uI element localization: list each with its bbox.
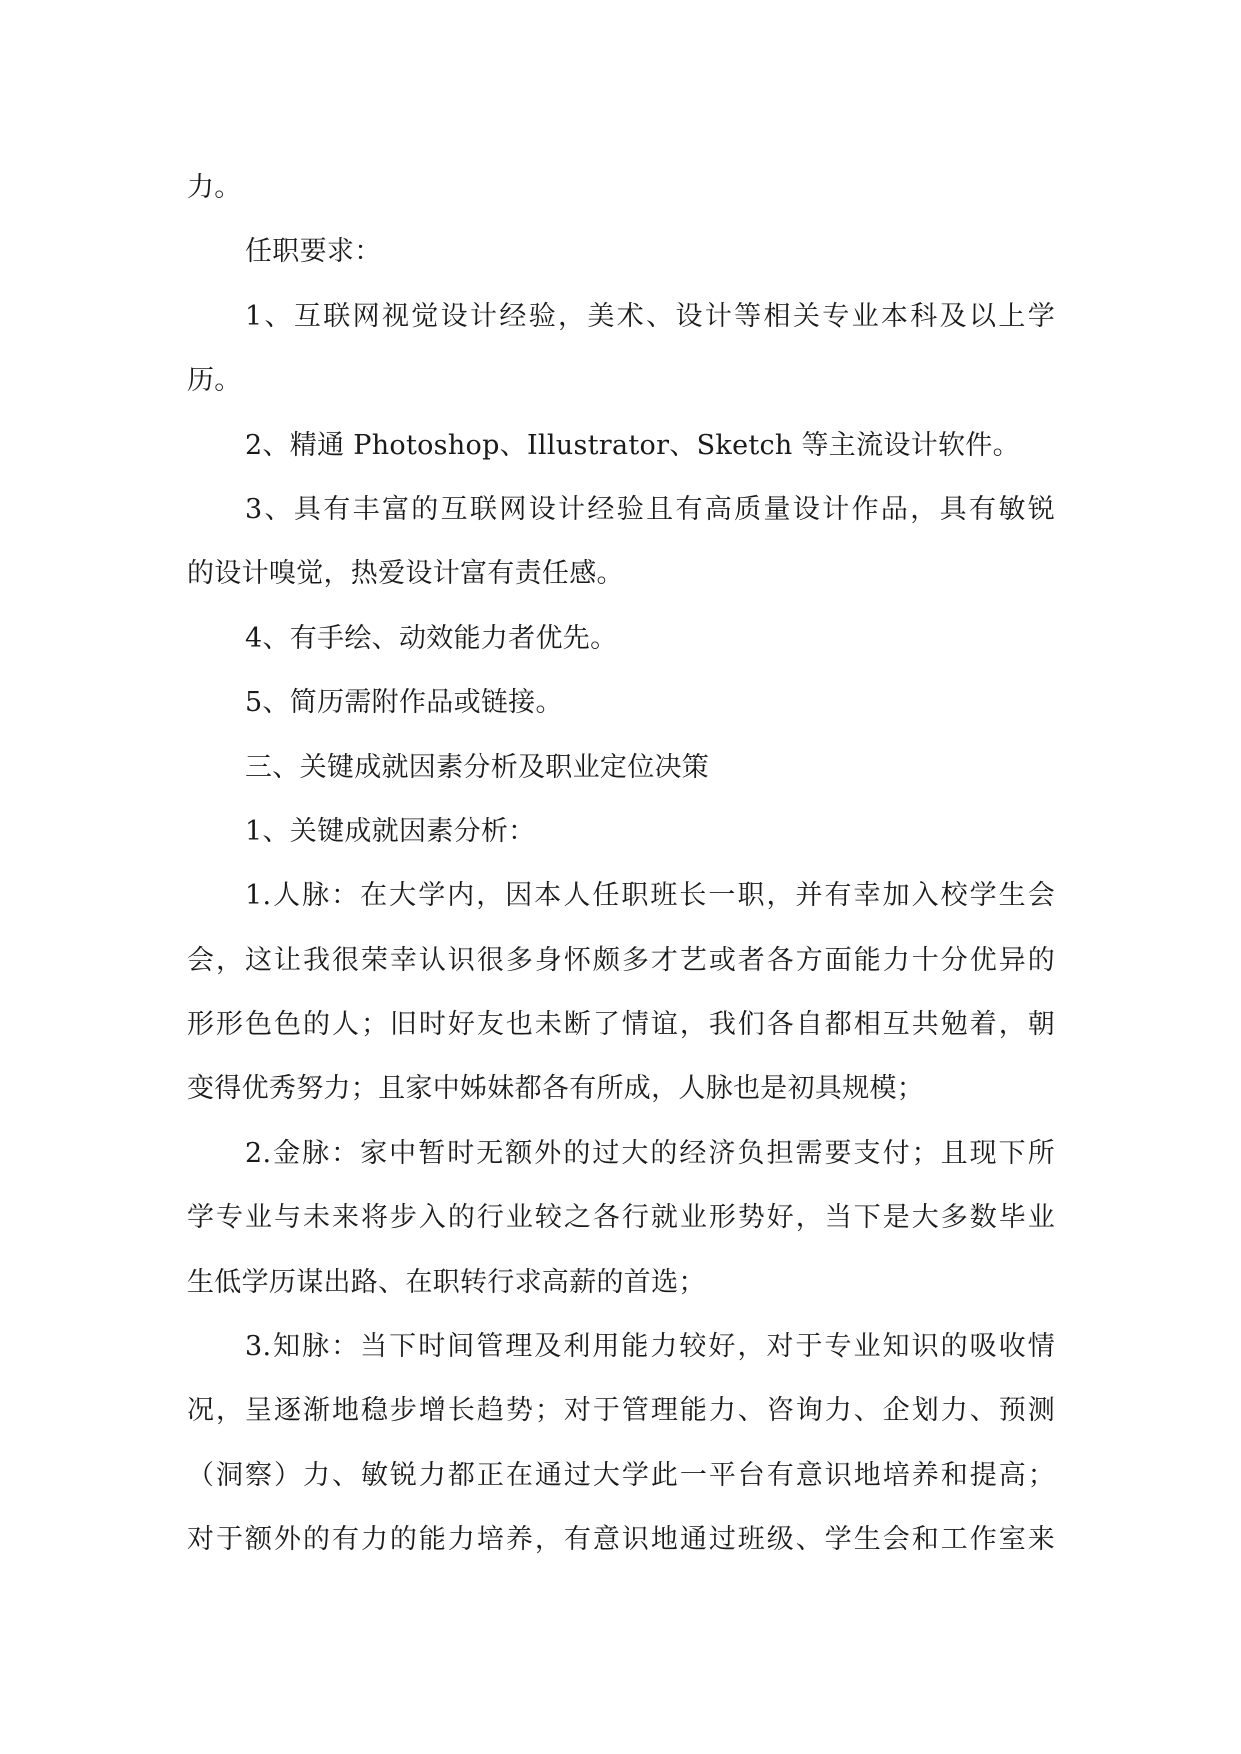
section-heading-3 (187, 736, 1055, 800)
text-line: 任职要求： (245, 236, 382, 268)
text-line: 历。 (187, 365, 242, 397)
text-line: 1.人脉：在大学内，因本人任职班长一职，并有幸加入校学生会 (245, 880, 1055, 912)
document-body (187, 156, 1055, 1573)
text-line: 2、精通 Photoshop、Illustrator、Sketch 等主流设计软件。 (245, 429, 1020, 461)
text-line: 学专业与未来将步入的行业较之各行就业形势好，当下是大多数毕业 (187, 1202, 1055, 1234)
text-line: 对于额外的有力的能力培养，有意识地通过班级、学生会和工作室来 (187, 1524, 1055, 1556)
paragraph-zhimai (187, 1315, 1055, 1573)
paragraph-jinmai (187, 1122, 1055, 1315)
paragraph-requirement-5 (187, 671, 1055, 735)
text-line: 力。 (187, 172, 242, 203)
paragraph-renmai (187, 864, 1055, 1122)
paragraph-requirement-1 (187, 285, 1055, 414)
text-line: 3.知脉：当下时间管理及利用能力较好，对于专业知识的吸收情 (245, 1331, 1055, 1363)
text-line: 生低学历谋出路、在职转行求高薪的首选； (187, 1266, 706, 1298)
text-line: 三、关键成就因素分析及职业定位决策 (245, 751, 710, 783)
text-line: （洞察）力、敏锐力都正在通过大学此一平台有意识地培养和提高； (187, 1459, 1055, 1491)
subsection-heading-1 (187, 800, 1055, 864)
paragraph-requirement-2 (187, 414, 1055, 478)
paragraph-requirement-3 (187, 478, 1055, 607)
text-line: 1、互联网视觉设计经验，美术、设计等相关专业本科及以上学 (245, 300, 1055, 332)
text-line: 会，这让我很荣幸认识很多身怀颇多才艺或者各方面能力十分优异的 (187, 944, 1055, 976)
paragraph-requirement-4 (187, 607, 1055, 671)
text-line: 况，呈逐渐地稳步增长趋势；对于管理能力、咨询力、企划力、预测 (187, 1395, 1055, 1427)
text-line: 3、具有丰富的互联网设计经验且有高质量设计作品，具有敏锐 (245, 493, 1055, 525)
text-line: 1、关键成就因素分析： (245, 815, 536, 847)
paragraph-continuation (187, 156, 1055, 220)
text-line: 2.金脉：家中暂时无额外的过大的经济负担需要支付；且现下所 (245, 1137, 1055, 1169)
paragraph-job-requirements-heading (187, 220, 1055, 284)
text-line: 形形色色的人；旧时好友也未断了情谊，我们各自都相互共勉着，朝 (187, 1009, 1055, 1041)
text-line: 的设计嗅觉，热爱设计富有责任感。 (187, 558, 624, 590)
text-line: 4、有手绘、动效能力者优先。 (245, 622, 618, 654)
text-line: 变得优秀努力；且家中姊妹都各有所成，人脉也是初具规模； (187, 1073, 925, 1105)
text-line: 5、简历需附作品或链接。 (245, 687, 563, 719)
